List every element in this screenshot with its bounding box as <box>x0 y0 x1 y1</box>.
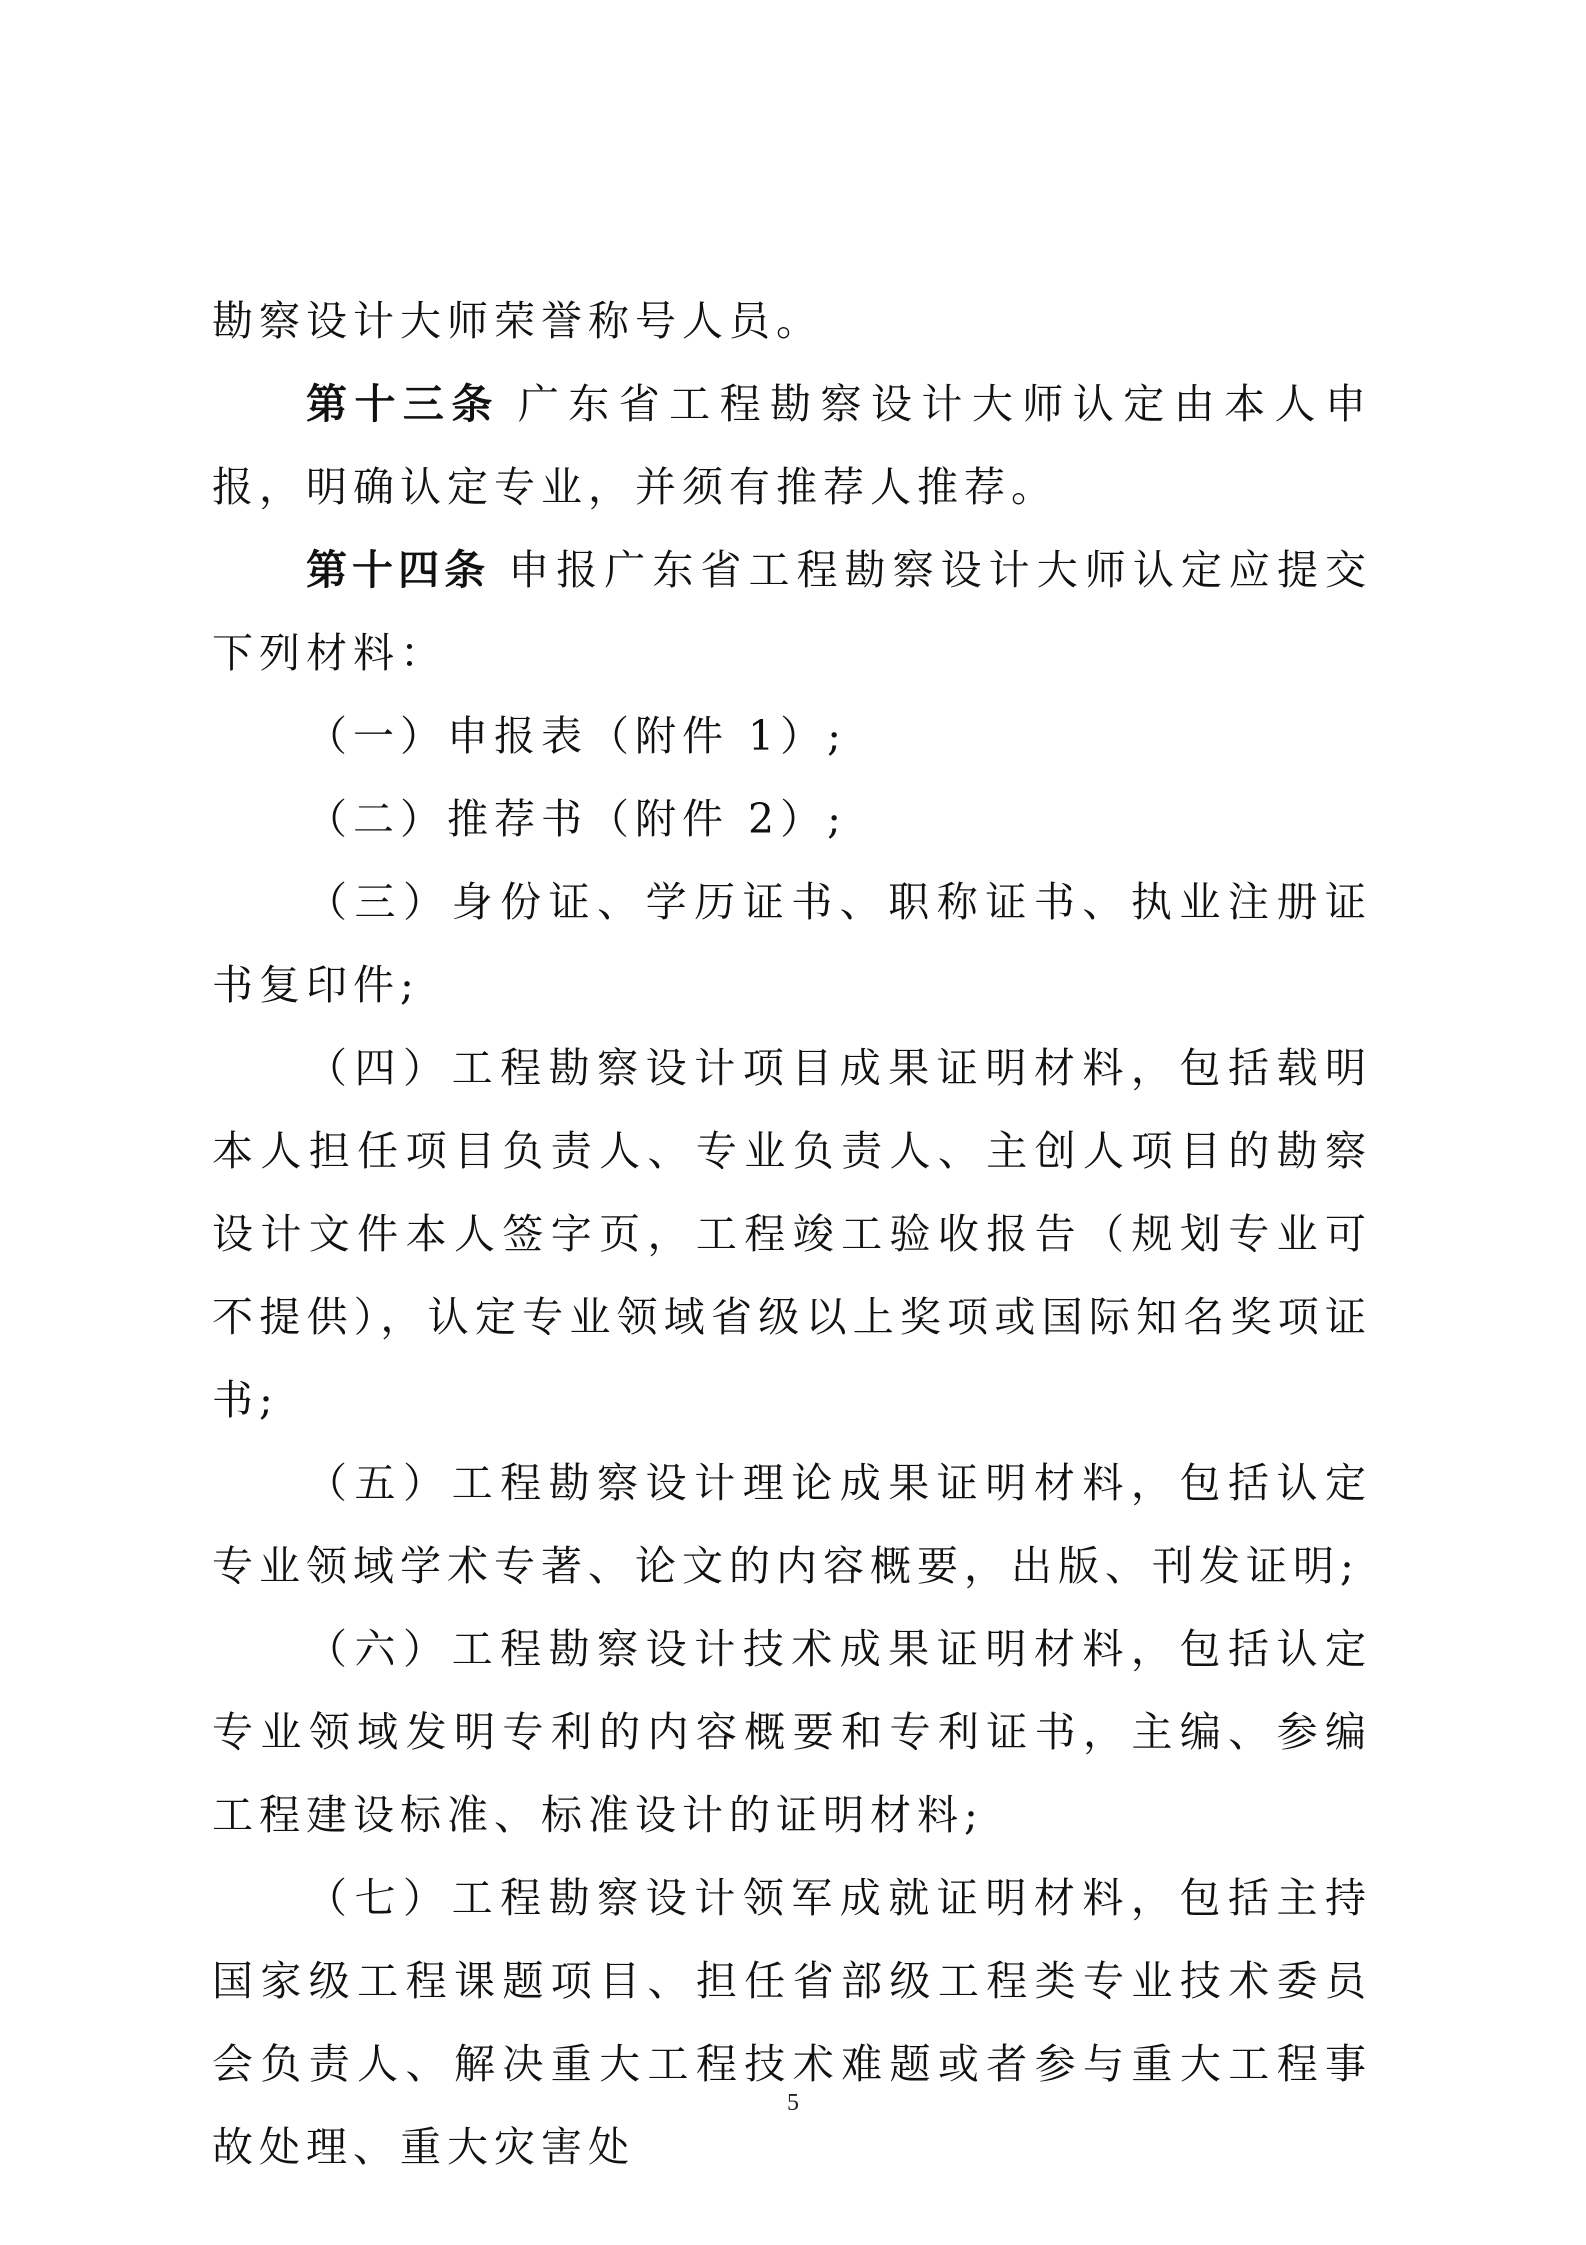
paragraph-text: （五）工程勘察设计理论成果证明材料，包括认定专业领域学术专著、论文的内容概要，出版、刊发证明; <box>212 1459 1372 1590</box>
document-body <box>212 280 1372 2189</box>
list-item-5 <box>212 1442 1372 1608</box>
list-item-1 <box>212 695 1372 778</box>
article-number: 第十三条 <box>306 380 500 428</box>
paragraph-text: 勘察设计大师荣誉称号人员。 <box>212 297 823 345</box>
paragraph-text: （七）工程勘察设计领军成就证明材料，包括主持国家级工程课题项目、担任省部级工程类专业技术委员会负责人、解决重大工程技术难题或者参与重大工程事故处理、重大灾害处 <box>212 1874 1372 2171</box>
list-item-2 <box>212 778 1372 861</box>
paragraph-text: （三）身份证、学历证书、职称证书、执业注册证书复印件; <box>212 878 1372 1009</box>
list-item-4 <box>212 1027 1372 1442</box>
paragraph-text: （一）申报表（附件 1）; <box>306 712 847 760</box>
page-number: 5 <box>787 2090 799 2116</box>
paragraph-text: 广东省工程勘察设计大师认定由本人申报，明确认定专业，并须有推荐人推荐。 <box>212 380 1373 511</box>
paragraph-text: （六）工程勘察设计技术成果证明材料，包括认定专业领域发明专利的内容概要和专利证书，主编、参编工程建设标准、标准设计的证明材料; <box>212 1625 1372 1839</box>
article-14-paragraph <box>212 529 1372 695</box>
article-number: 第十四条 <box>306 546 491 594</box>
list-item-6 <box>212 1608 1372 1857</box>
paragraph-continuation <box>212 280 1372 363</box>
paragraph-text: （二）推荐书（附件 2）; <box>306 795 847 843</box>
paragraph-text: （四）工程勘察设计项目成果证明材料，包括载明本人担任项目负责人、专业负责人、主创人项目的勘察设计文件本人签字页，工程竣工验收报告（规划专业可不提供），认定专业领域省级以上奖项或国际知名奖项证书; <box>212 1044 1372 1424</box>
article-13-paragraph <box>212 363 1372 529</box>
list-item-7 <box>212 1857 1372 2189</box>
list-item-3 <box>212 861 1372 1027</box>
paragraph-text: 申报广东省工程勘察设计大师认定应提交下列材料： <box>212 546 1373 677</box>
